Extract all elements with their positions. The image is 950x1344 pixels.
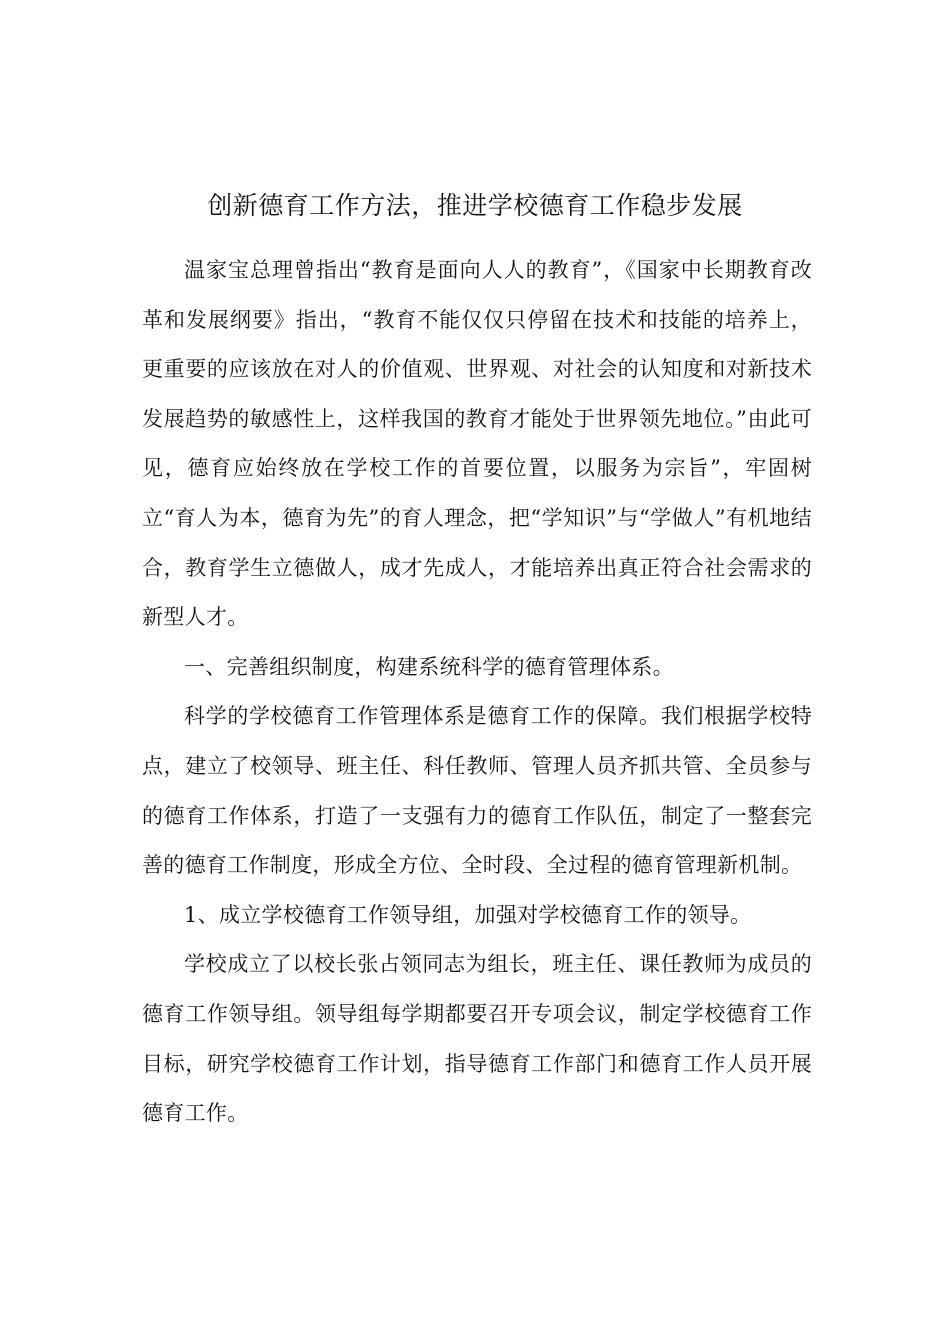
paragraph-section-1: 科学的学校德育工作管理体系是德育工作的保障。我们根据学校特点，建立了校领导、班主任、科任教师、管理人员齐抓共管、全员参与的德育工作体系，打造了一支强有力的德育工作队伍，制定了一整套完善的德育工作制度，形成全方位、全时段、全过程的德育管理新机制。 [142,704,812,878]
document-title: 创新德育工作方法，推进学校德育工作稳步发展 [207,191,743,220]
document-body [142,246,812,1139]
subsection-heading-1: 1、成立学校德育工作领导组，加强对学校德育工作的领导。 [184,902,752,927]
paragraph-subsection-1: 学校成立了以校长张占领同志为组长，班主任、课任教师为成员的德育工作领导组。领导组每学期都要召开专项会议，制定学校德育工作目标，研究学校德育工作计划，指导德育工作部门和德育工作人员开展德育工作。 [142,952,812,1126]
section-heading-1: 一、完善组织制度，构建系统科学的德育管理体系。 [184,654,674,679]
paragraph-intro: 温家宝总理曾指出“教育是面向人人的教育”，《国家中长期教育改革和发展纲要》指出，“教育不能仅仅只停留在技术和技能的培养上，更重要的应该放在对人的价值观、世界观、对社会的认知度和对新技术发展趋势的敏感性上，这样我国的教育才能处于世界领先地位。”由此可见，德育应始终放在学校工作的首要位置，以服务为宗旨”，牢固树立“育人为本，德育为先”的育人理念，把“学知识”与“学做人”有机地结合，教育学生立德做人，成才先成人，才能培养出真正符合社会需求的新型人才。 [142,258,812,630]
